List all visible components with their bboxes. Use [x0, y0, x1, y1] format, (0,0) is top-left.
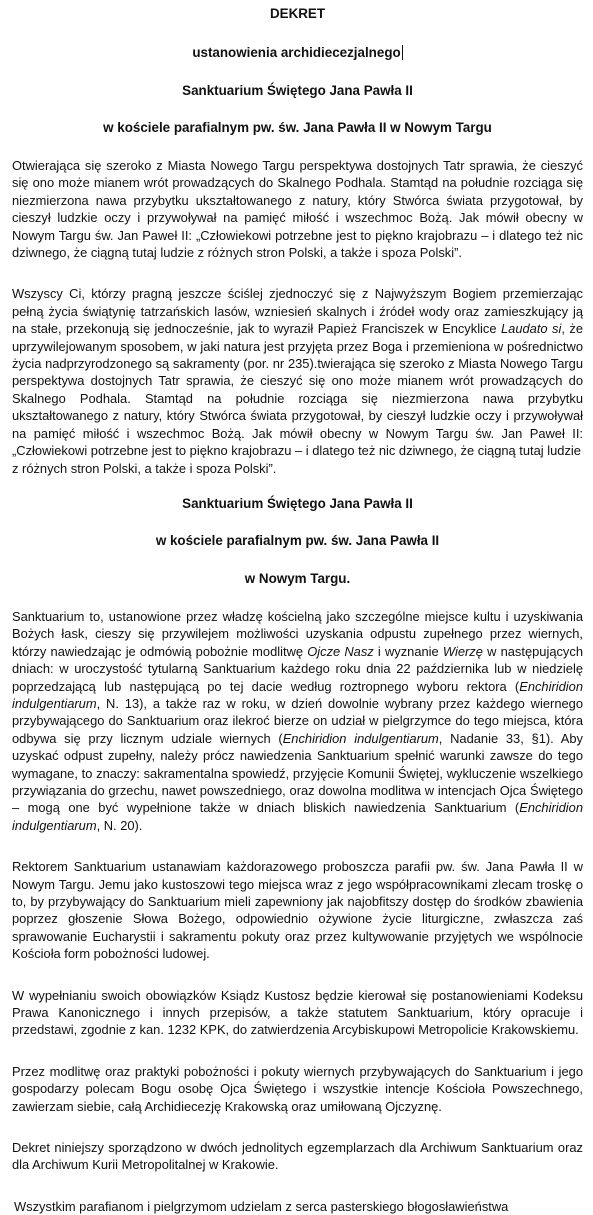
section-heading-sanctuary: Sanktuarium Świętego Jana Pawła II: [182, 495, 413, 511]
paragraph-4: Rektorem Sanktuarium ustanawiam każdorazowego proboszcza parafii pw. św. Jana Pawła II w Nowym Targu. Jemu jako kustoszowi tego miejsca wraz z jego współpracownikami zlecam troskę o to, by przybywający do Sanktuarium mieli zapewniony jak najobfitszy dostęp do środków zbawienia poprzez głoszenie Słowa Bożego, odpowiednio ożywione życie liturgiczne, zwłaszcza zaś sprawowanie Eucharystii i sakramentu pokuty oraz przez kultywowanie przyjętych we wspólnocie Kościoła form pobożności ludowej.: [12, 859, 583, 962]
p3-italic-ojcze-nasz: Ojcze Nasz: [307, 643, 374, 659]
text-cursor: [401, 45, 403, 60]
paragraph-2: [12, 285, 583, 476]
document-title: DEKRET: [269, 6, 326, 21]
p3-text-b: i wyznanie: [373, 643, 443, 659]
paragraph-6: Przez modlitwę oraz praktyki pobożności i pokuty wiernych przybywających do Sanktuarium i jego gospodarzy polecam Bogu osobę Ojca Świętego i wszystkie intencje Kościoła Powszechnego, zawierzam siebie, całą Archidiecezję Krakowską oraz umiłowaną Ojczyznę.: [12, 1063, 583, 1114]
p3-text-c: w następujących dniach: w uroczystość tytularną Sanktuarium każdego roku dnia 22 października lub w niedzielę poprzedzającą lub następującą po tej dacie według roztropnego wyboru rektora (: [12, 643, 583, 694]
section-heading-church: w kościele parafialnym pw. św. Jana Pawła II: [155, 532, 440, 548]
p3-text-d: , N. 13), a także raz w roku, w dzień dowolnie wybrany przez każdego wiernego przybywającego do Sanktuarium oraz ilekroć bierze on udział w pielgrzymce do tego miejsca, która odbywa się przy licznym udziale wiernych (: [12, 695, 583, 746]
document-subtitle: [12, 45, 583, 61]
paragraph-7: Dekret niniejszy sporządzono w dwóch jednolitych egzemplarzach dla Archiwum Sanktuarium oraz dla Archiwum Kurii Metropolitalnej w Krakowie.: [12, 1140, 583, 1173]
p3-text-f: , N. 20).: [96, 817, 143, 833]
paragraph-2-last-line: z różnych stron Polski, a także i spoza Polski”.: [12, 460, 277, 476]
p3-italic-enchiridion-2: Enchiridion indulgentiarum: [282, 730, 439, 746]
p3-italic-wierze: Wierzę: [442, 643, 483, 659]
sanctuary-name: Sanktuarium Świętego Jana Pawła II: [182, 83, 413, 98]
p3-italic-enchiridion-1: Enchiridion indulgentiarum: [12, 678, 583, 711]
section-heading-town: w Nowym Targu.: [244, 570, 351, 586]
p3-text-e: , Nadanie 33, §1). Aby uzyskać odpust zupełny, należy prócz nawiedzenia Sanktuarium spełnić warunki zawsze do tego wymagane, to znaczy: sakramentalna spowiedź, przyjęcie Komunii Świętej, wykluczenie wszelkiego przywiązania do grzechu, nawet powszedniego, oraz dowolna modlitwa w intencjach Ojca Świętego – mogą one być wypełnione także w dniach bliskich nawiedzenia Sanktuarium (: [12, 730, 583, 816]
paragraph-2-text-b: , że uprzywilejowanym sposobem, w jaki natura jest przyjęta przez Boga i przemieniona w pośrednictwo życia nadprzyrodzonego są sakramenty (por. nr 235).twierająca się szeroko z Miasta Nowego Targu perspektywa dostojnych Tatr sprawia, że cieszyć się ono może mianem wrót prowadzących do Skalnego Podhala. Stamtąd na południe rozciąga się niezmierzona nawa przybytku ukształtowanego z natury, który Stwórca świata przygotował, by cieszył ludzkie oczy i przywoływał na pamięć miłość i wszechmoc Bożą. Jak mówił obecny w Nowym Targu św. Jan Paweł II: „Człowiekowi potrzebne jest to piękno krajobrazu – i dlatego też nic dziwnego, że ciągną tutaj ludzie: [12, 321, 583, 459]
church-location: w kościele parafialnym pw. św. Jana Pawła II w Nowym Targu: [103, 120, 492, 135]
paragraph-3: [12, 608, 583, 834]
paragraph-8-blessing: Wszystkim parafianom i pielgrzymom udzielam z serca pasterskiego błogosławieństwa: [14, 1198, 509, 1214]
laudato-si-italic: Laudato si: [500, 321, 562, 337]
p3-text-a: Sanktuarium to, ustanowione przez władzę kościelną jako szczególne miejsce kultu i uzyskiwania Bożych łask, cieszy się przywilejem możliwości uzyskania odpustu zupełnego przez wiernych, którzy nawiedzając je odmówią pobożnie modlitwę: [12, 608, 583, 659]
paragraph-2-text-a: Wszyscy Ci, którzy pragną jeszcze ściślej zjednoczyć się z Najwyższym Bogiem przemierzając pełną życia świątynię tatrzańskich lasów, wzniesień skalnych i źródeł wody oraz zamieszkujący ją na stałe, przekonują się jednocześnie, jak to wyraził Papież Franciszek w Encyklice: [12, 286, 583, 337]
paragraph-5: W wypełnianiu swoich obowiązków Ksiądz Kustosz będzie kierował się postanowieniami Kodeksu Prawa Kanonicznego i innych przepisów, a także statutem Sanktuarium, który opracuje i przedstawi, zgodnie z kan. 1232 KPK, do zatwierdzenia Arcybiskupowi Metropolicie Krakowskiemu.: [12, 987, 583, 1038]
p3-italic-enchiridion-3: Enchiridion indulgentiarum: [12, 800, 583, 833]
subtitle-text: ustanowienia archidiecezjalnego: [192, 45, 401, 60]
paragraph-1: Otwierająca się szeroko z Miasta Nowego Targu perspektywa dostojnych Tatr sprawia, że cieszyć się ono może mianem wrót prowadzących do Skalnego Podhala. Stamtąd na południe rozciąga się niezmierzona nawa przybytku ukształtowanego z natury, który Stwórca świata przygotował, by cieszył ludzkie oczy i przywoływał na pamięć miłość i wszechmoc Bożą. Jak mówił obecny w Nowym Targu św. Jan Paweł II: „Człowiekowi potrzebne jest to piękno krajobrazu – i dlatego też nic dziwnego, że ciągną tutaj ludzie z różnych stron Polski, a także i spoza Polski”.: [12, 158, 583, 261]
